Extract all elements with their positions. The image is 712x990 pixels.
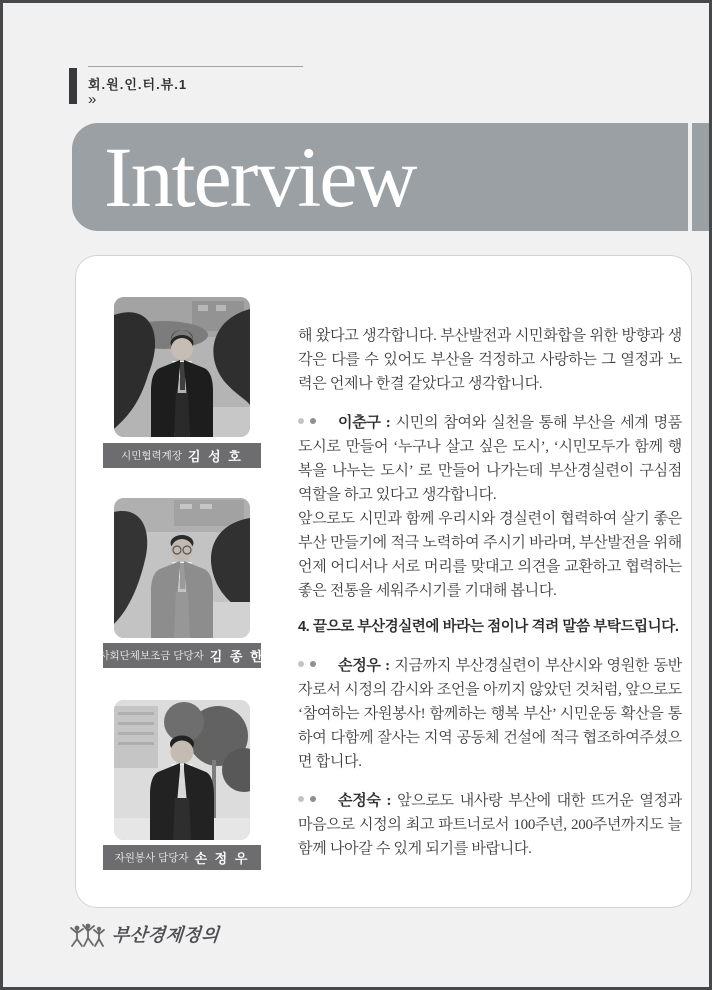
answer-son-jung-woo	[298, 654, 682, 774]
answer-text-lee-chun-gu: 시민의 참여와 실천을 통해 부산을 세계 명품 도시로 만들어 ‘누구나 살고 싶은 도시’, ‘시민모두가 함께 행복을 나누는 도시’ 로 만들어 나가는데 부산경실련이 구심점 역할을 하고 있다고 생각합니다.	[298, 415, 682, 503]
photo-caption-3	[103, 845, 261, 870]
answer-text-son-jung-suk: 앞으로도 내사랑 부산에 대한 뜨거운 열정과 마음으로 시정의 최고 파트너로서 100주년, 200주년까지도 늘 함께 나아갈 수 있게 되기를 바랍니다.	[298, 793, 682, 857]
photo-kim-sung-ho	[114, 297, 250, 437]
banner-title: Interview	[104, 129, 416, 225]
banner-edge-strip	[692, 123, 712, 231]
paragraph-continuation: 앞으로도 시민과 함께 우리시와 경실련이 협력하여 살기 좋은 부산 만들기에 적극 노력하여 주시기 바라며, 부산발전을 위해 언제 어디서나 서로 머리를 맞대고 의견을 교환하고 협력하는 좋은 전통을 세워주시기를 기대해 봅니다.	[298, 511, 682, 599]
caption-name-3: 손 정 우	[194, 851, 250, 866]
speaker-name-lee-chun-gu: 이춘구 :	[338, 415, 391, 431]
chevron-right-icon: »	[88, 91, 97, 108]
kicker-rule	[88, 66, 303, 67]
people-logo-icon	[66, 920, 106, 948]
answer-marker-icon	[298, 651, 316, 675]
caption-role-3: 자원봉사 담당자	[114, 852, 189, 864]
answer-son-jung-suk	[298, 789, 682, 861]
photo-kim-jong-han-image	[114, 498, 250, 638]
photo-son-jung-woo-image	[114, 700, 250, 840]
caption-role-2: 사회단체보조금 담당자	[99, 650, 204, 662]
question-4-heading: 4. 끝으로 부산경실련에 바라는 점이나 격려 말씀 부탁드립니다.	[298, 619, 679, 635]
kicker-accent-bar	[69, 68, 77, 104]
caption-name-2: 김 종 한	[209, 649, 265, 664]
busan-ccej-logo	[66, 920, 219, 948]
answer-marker-icon	[298, 786, 316, 810]
speaker-name-son-jung-suk: 손정숙 :	[338, 793, 392, 809]
answer-marker-icon	[298, 408, 316, 432]
answer-text-son-jung-woo: 지금까지 부산경실련이 부산시와 영원한 동반자로서 시정의 감시와 조언을 아끼지 않았던 것처럼, 앞으로도 ‘참여하는 자원봉사! 함께하는 행복 부산’ 시민운동 확산을 통하여 다함께 잘사는 지역 공동체 건설에 적극 협조하여주셨으면 합니다.	[298, 658, 682, 770]
interview-article	[298, 324, 682, 861]
paragraph-intro: 해 왔다고 생각합니다. 부산발전과 시민화합을 위한 방향과 생각은 다를 수 있어도 부산을 걱정하고 사랑하는 그 열정과 노력은 언제나 한결 같았다고 생각합니다.	[298, 328, 682, 392]
photo-caption-2	[99, 643, 265, 668]
caption-role-1: 시민협력계장	[121, 450, 182, 462]
photo-kim-jong-han	[114, 498, 250, 638]
answer-lee-chun-gu	[298, 411, 682, 507]
interview-banner	[72, 123, 688, 231]
photo-caption-1	[103, 443, 261, 468]
member-interview-kicker: 회.원.인.터.뷰.1	[88, 77, 188, 92]
caption-name-1: 김 성 호	[187, 449, 243, 464]
photo-son-jung-woo	[114, 700, 250, 840]
speaker-name-son-jung-woo: 손정우 :	[338, 658, 390, 674]
logo-text: 부산경제정의	[111, 925, 220, 945]
photo-kim-sung-ho-image	[114, 297, 250, 437]
